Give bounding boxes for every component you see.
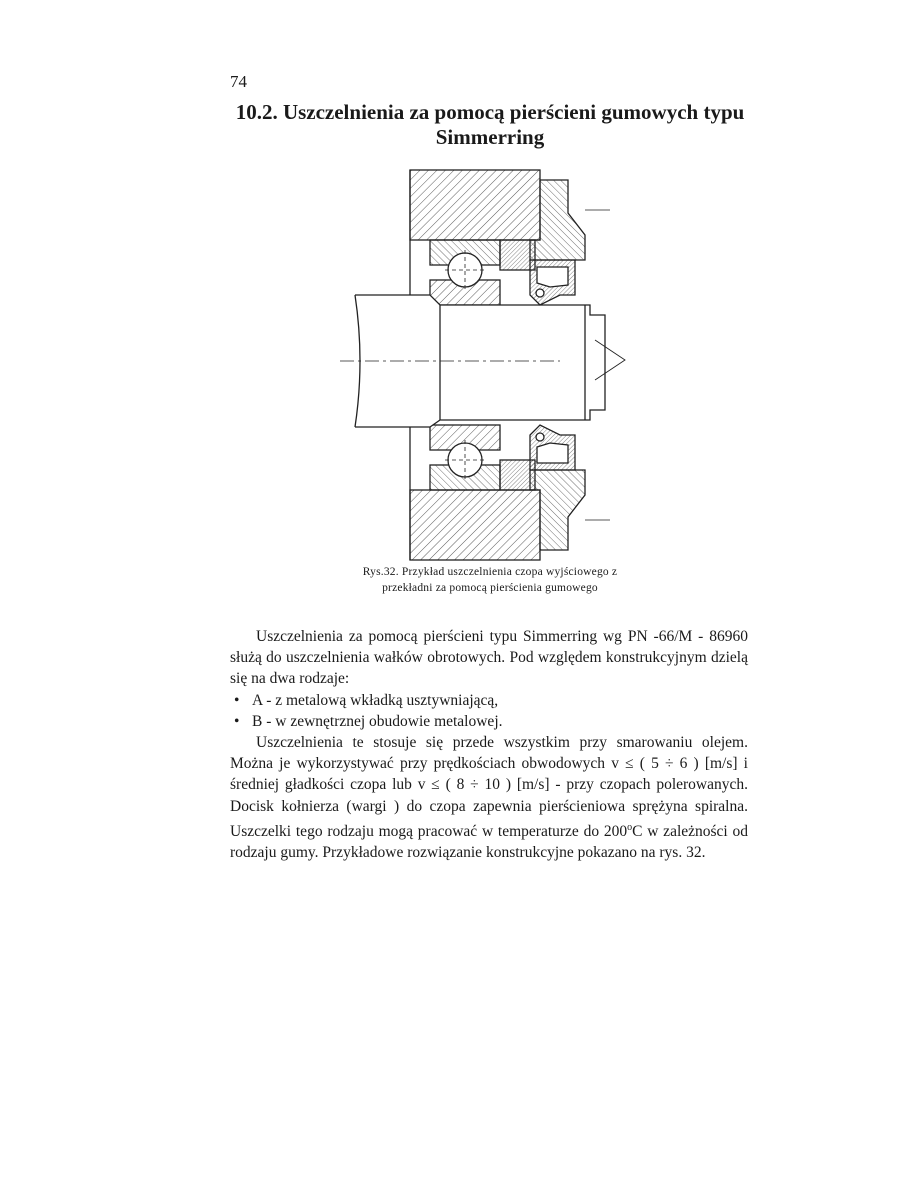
body-text [230, 626, 748, 863]
paragraph-2-text-end: C w zależności od rodzaju gumy. Przykładowe rozwiązanie konstrukcyjne pokazano na rys. 32. [230, 822, 749, 862]
paragraph-2-text: Uszczelnienia te stosuje się przede wszystkim przy smarowaniu olejem. Można je wykorzystywać przy prędkościach obwodowych v ≤ ( 5 ÷ 6 ) [m/s] i średniej gładkości czopa lub v ≤ ( 8 ÷ 10 ) [m/s] - przy czopach polerowanych. Docisk kołnierza (wargi ) do czopa zapewnia pierścieniowa sprężyna spiralna. Uszczelki tego rodzaju mogą pracować w temperaturze do 200 [230, 734, 748, 840]
bullet-icon: • [234, 712, 240, 730]
list-item [230, 690, 748, 711]
list-item-text: B - w zewnętrznej obudowie metalowej. [252, 712, 503, 730]
figure-caption [290, 564, 690, 596]
figure-caption-line2: przekładni za pomocą pierścienia gumowego [382, 582, 598, 594]
section-title-line1: 10.2. Uszczelnienia za pomocą pierścieni gumowych typu [235, 100, 745, 124]
list-item [230, 711, 748, 732]
list-item-text: A - z metalową wkładką usztywniającą, [252, 691, 499, 709]
page-number: 74 [230, 72, 247, 91]
paragraph-2 [230, 732, 748, 863]
bullet-icon: • [234, 691, 240, 709]
section-title [230, 100, 750, 150]
section-title-line2: Simmerring [435, 125, 545, 149]
paragraph-1: Uszczelnienia za pomocą pierścieni typu Simmerring wg PN -66/M - 86960 służą do uszczelnienia wałków obrotowych. Pod względem konstrukcyjnym dzielą się na dwa rodzaje: [230, 628, 748, 688]
seal-assembly-drawing [340, 165, 640, 565]
figure-caption-line1: Rys.32. Przykład uszczelnienia czopa wyjściowego z [362, 566, 618, 578]
degree-superscript: o [627, 821, 633, 833]
seal-types-list [230, 690, 748, 732]
